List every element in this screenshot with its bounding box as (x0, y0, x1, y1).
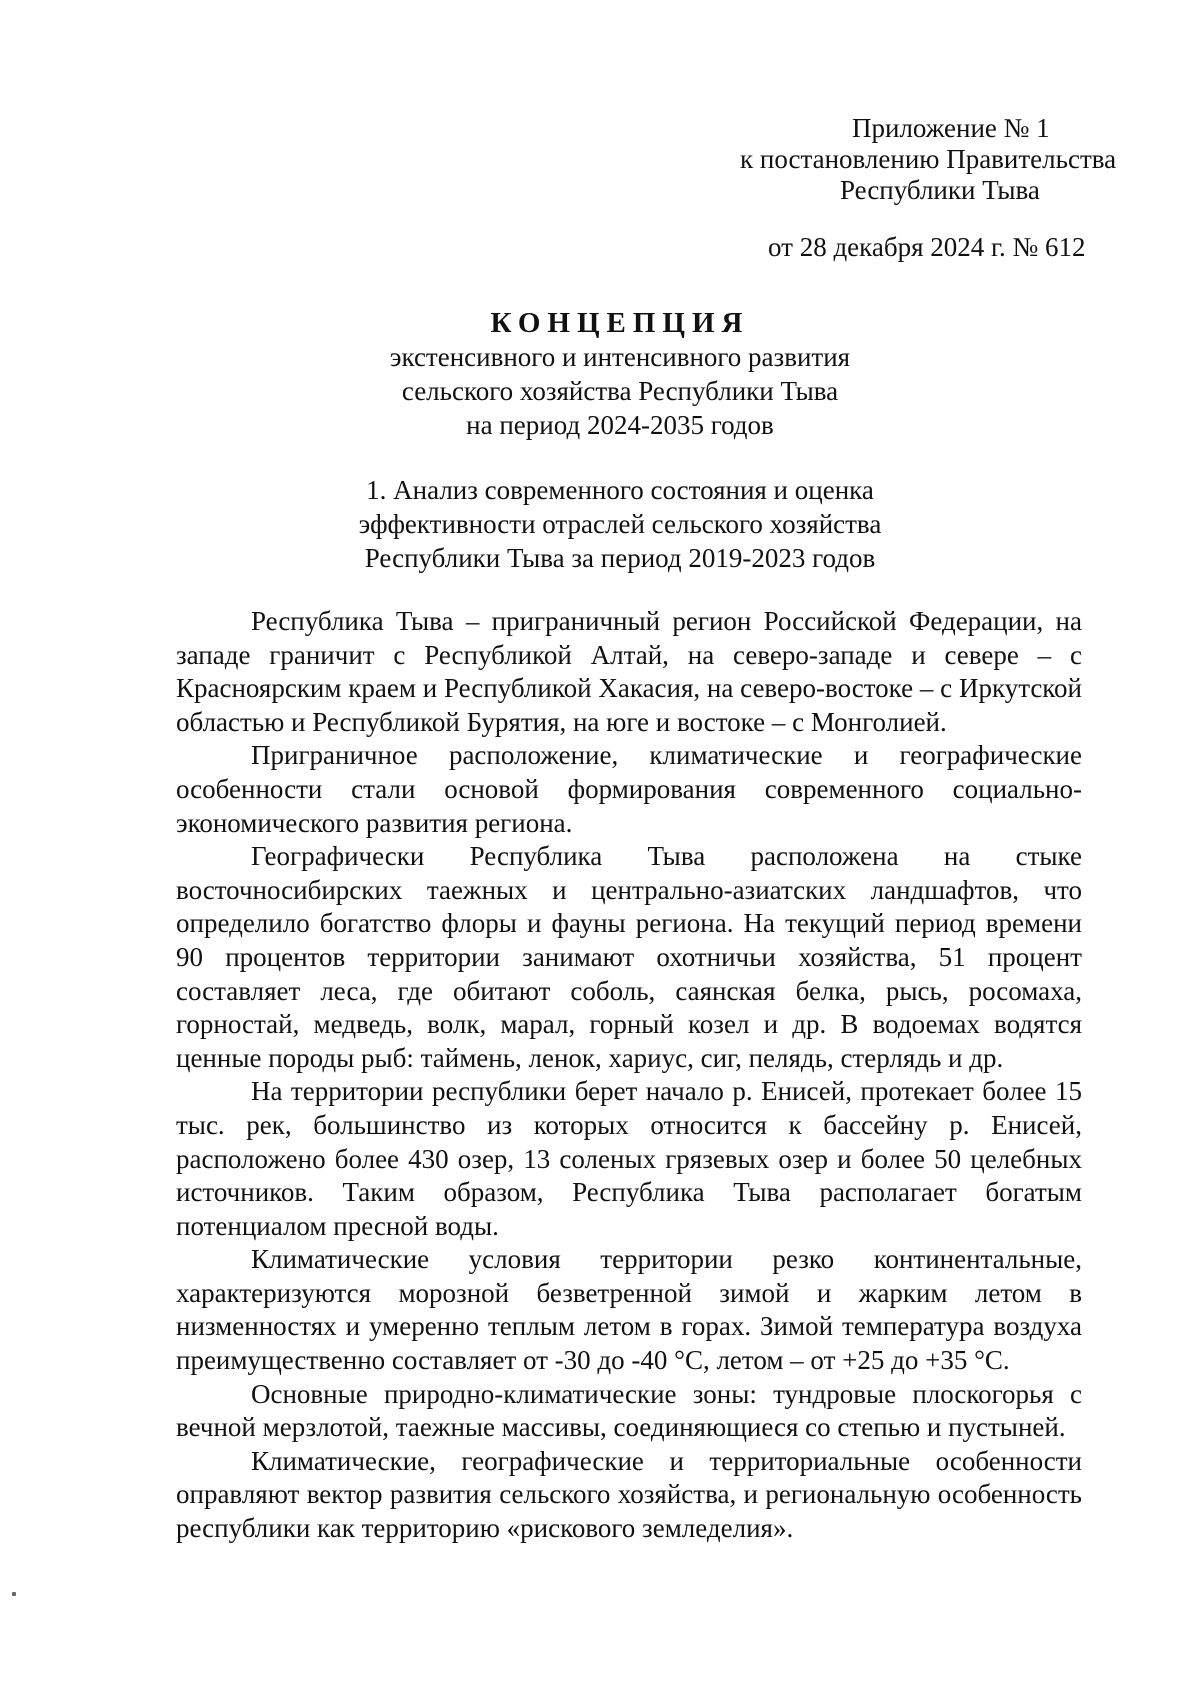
paragraph: Основные природно-климатические зоны: тундровые плоскогорья с вечной мерзлотой, таежные массивы, соединяющиеся со степью и пустыней. (176, 1378, 1082, 1443)
paragraph: Климатические условия территории резко континентальные, характеризуются морозной безветренной зимой и жарким летом в низменностях и умеренно теплым летом в горах. Зимой температура воздуха преимущественно составляет от -30 до -40 °C, летом – от +25 до +35 °C. (176, 1244, 1082, 1376)
scan-artifact (12, 1592, 16, 1596)
appendix-republic: Республики Тыва (840, 175, 1040, 205)
document-subtitle-line: сельского хозяйства Республики Тыва (401, 376, 839, 406)
section-heading-line: 1. Анализ современного состояния и оценка (366, 475, 874, 505)
document-subtitle-line: экстенсивного и интенсивного развития (389, 342, 851, 372)
section-heading (160, 473, 1080, 575)
document-subtitle-line: на период 2024-2035 годов (466, 410, 774, 440)
document-title: КОНЦЕПЦИЯ (490, 307, 750, 339)
appendix-number: Приложение № 1 (852, 113, 1050, 143)
section-heading-line: эффективности отраслей сельского хозяйства (358, 509, 882, 539)
appendix-date: от 28 декабря 2024 г. № 612 (768, 232, 1086, 262)
document-title-block (160, 306, 1080, 442)
section-heading-line: Республики Тыва за период 2019-2023 годов (364, 543, 876, 573)
paragraph: Приграничное расположение, климатические и географические особенности стали основой формирования современного социально-экономического развития региона. (176, 740, 1082, 838)
paragraph: На территории республики берет начало р. Енисей, протекает более 15 тыс. рек, большинство из которых относится к бассейну р. Енисей, расположено более 430 озер, 13 соленых грязевых озер и более 50 целебных источников. Таким образом, Республика Тыва располагает богатым потенциалом пресной воды. (176, 1076, 1082, 1241)
body-text (176, 605, 1082, 1546)
appendix-header (740, 113, 1140, 206)
paragraph: Республика Тыва – приграничный регион Российской Федерации, на западе граничит с Республикой Алтай, на северо-западе и севере – с Красноярским краем и Республикой Хакасия, на северо-востоке – с Иркутской областью и Республикой Бурятия, на юге и востоке – с Монголией. (176, 606, 1082, 737)
paragraph: Географически Республика Тыва расположена на стыке восточносибирских таежных и центрально-азиатских ландшафтов, что определило богатство флоры и фауны региона. На текущий период времени 90 процентов территории занимают охотничьи хозяйства, 51 процент составляет леса, где обитают соболь, саянская белка, рысь, росомаха, горностай, медведь, волк, марал, горный козел и др. В водоемах водятся ценные породы рыб: таймень, ленок, хариус, сиг, пелядь, стерлядь и др. (176, 841, 1082, 1073)
paragraph: Климатические, географические и территориальные особенности оправляют вектор развития сельского хозяйства, и региональную особенность республики как территорию «рискового земледелия». (176, 1445, 1082, 1544)
appendix-reference: к постановлению Правительства (740, 144, 1117, 174)
